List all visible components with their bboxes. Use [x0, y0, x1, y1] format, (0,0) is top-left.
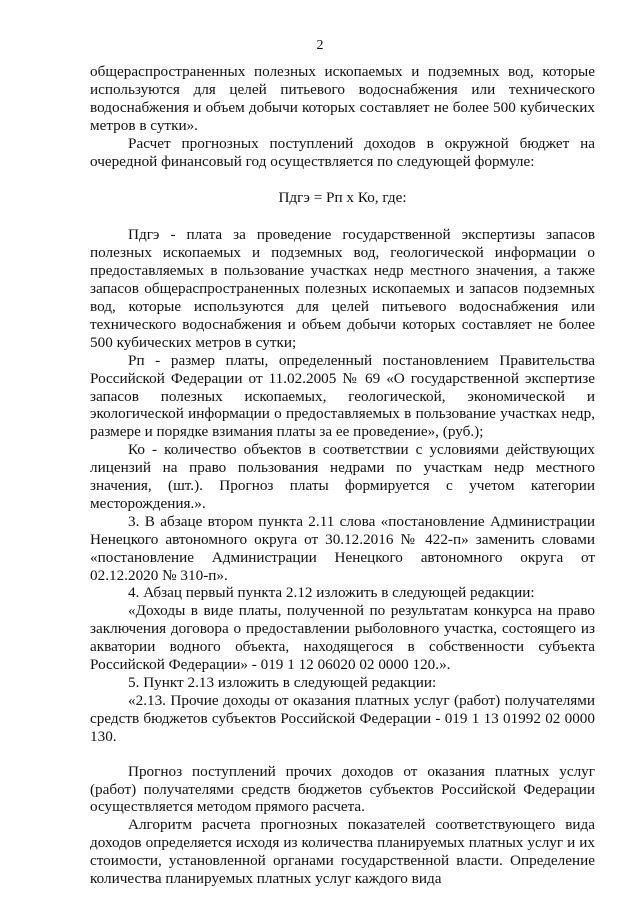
page-number: 2	[316, 38, 324, 53]
paragraph-item-2-13: «2.13. Прочие доходы от оказания платных услуг (работ) получателями средств бюджетов субъектов Российской Федерации - 019 1 13 01992 02 0000 130.	[90, 691, 595, 745]
paragraph-forecast-method: Прогноз поступлений прочих доходов от оказания платных услуг (работ) получателями средств бюджетов субъектов Российской Федерации осуществляется методом прямого расчета.	[90, 762, 595, 816]
paragraph-ko-definition: Ко - количество объектов в соответствии с условиями действующих лицензий на право пользования недрами по участкам недр местного значения, (шт.). Прогноз платы формируется с учетом категории месторождения.».	[90, 441, 595, 512]
paragraph-rp-definition: Рп - размер платы, определенный постановлением Правительства Российской Федерации от 11.02.2005 № 69 «О государственной экспертизе запасов полезных ископаемых, геологической, экономической и экологической информации о предоставляемых в пользование участках недр, размере и порядке взимания платы за ее проведение», (руб.);	[90, 351, 595, 441]
paragraph-item-4-text: «Доходы в виде платы, полученной по результатам конкурса на право заключения договора о предоставлении рыболовного участка, состоящего из акватории водного объекта, находящегося в собственности субъекта Российской Федерации» - 019 1 12 06020 02 0000 120.».	[90, 602, 595, 674]
paragraph-item-4: 4. Абзац первый пункта 2.12 изложить в следующей редакции:	[128, 584, 535, 602]
paragraph-pdge-definition: Пдгэ - плата за проведение государственной экспертизы запасов полезных ископаемых и подземных вод, геологической информации о предоставляемых в пользование участках недр местного значения, а также запасов общераспространенных полезных ископаемых и запасов подземных вод, которые используются для целей питьевого водоснабжения или технического водоснабжения и объем добычи которых составляет не более 500 кубических метров в сутки;	[90, 226, 595, 351]
paragraph-forecast-intro: Расчет прогнозных поступлений доходов в окружной бюджет на очередной финансовый год осуществляется по следующей формуле:	[90, 134, 595, 170]
formula: Пдгэ = Рп х Ко, где:	[278, 189, 407, 207]
paragraph-item-3: 3. В абзаце втором пункта 2.11 слова «постановление Администрации Ненецкого автономного округа от 30.12.2016 № 422-п» заменить словами «постановление Администрации Ненецкого автономного округа от 02.12.2020 № 310-п».	[90, 512, 595, 584]
paragraph-algorithm: Алгоритм расчета прогнозных показателей соответствующего вида доходов определяется исходя из количества планируемых платных услуг и их стоимости, установленной органами государственной власти. Определение количества планируемых платных услуг каждого вида	[90, 816, 595, 888]
document-body	[90, 63, 595, 888]
paragraph-item-5: 5. Пункт 2.13 изложить в следующей редакции:	[128, 674, 437, 691]
paragraph-continuation: общераспространенных полезных ископаемых и подземных вод, которые используются для целей питьевого водоснабжения или технического водоснабжения и объем добычи которых составляет не более 500 кубических метров в сутки».	[90, 63, 595, 134]
